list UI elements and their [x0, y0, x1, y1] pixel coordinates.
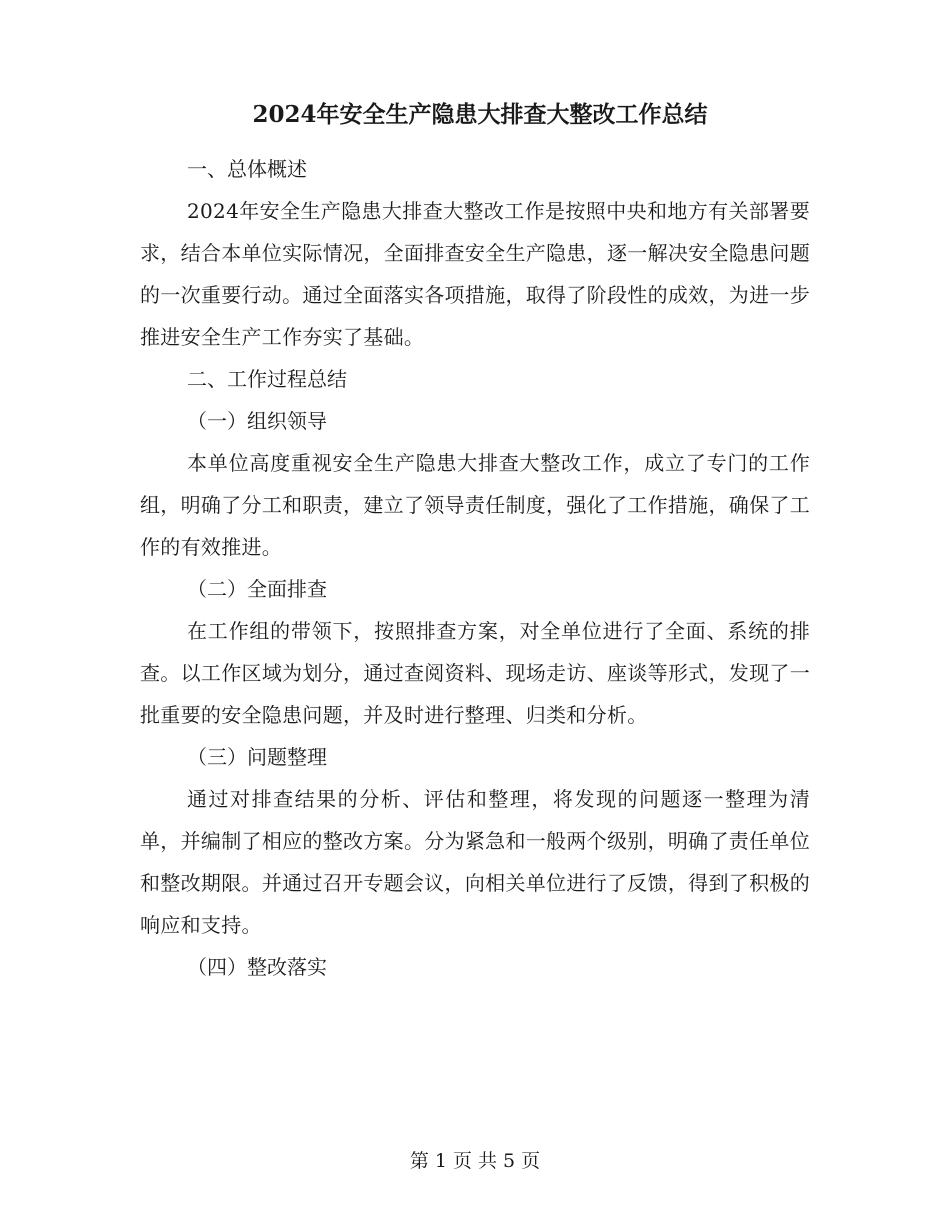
- paragraph-organization: 本单位高度重视安全生产隐患大排查大整改工作，成立了专门的工作组，明确了分工和职责，建立了领导责任制度，强化了工作措施，确保了工作的有效推进。: [140, 451, 810, 559]
- paragraph-issue-sorting: 通过对排查结果的分析、评估和整理，将发现的问题逐一整理为清单，并编制了相应的整改方案。分为紧急和一般两个级别，明确了责任单位和整改期限。并通过召开专题会议，向相关单位进行了反馈，得到了积极的响应和支持。: [140, 787, 810, 937]
- section-heading-process: 二、工作过程总结: [187, 367, 347, 391]
- subheading-inspection: （二）全面排查: [187, 577, 327, 601]
- subheading-issue-sorting: （三）问题整理: [187, 745, 327, 769]
- subheading-organization: （一）组织领导: [187, 409, 327, 433]
- paragraph-overview: 2024年安全生产隐患大排查大整改工作是按照中央和地方有关部署要求，结合本单位实际情况，全面排查安全生产隐患，逐一解决安全隐患问题的一次重要行动。通过全面落实各项措施，取得了阶段性的成效，为进一步推进安全生产工作夯实了基础。: [140, 199, 810, 349]
- section-heading-overview: 一、总体概述: [187, 157, 307, 181]
- page-footer: 第 1 页 共 5 页: [409, 1150, 541, 1172]
- document-title: 2024年安全生产隐患大排查大整改工作总结: [252, 101, 708, 128]
- subheading-rectification: （四）整改落实: [187, 955, 327, 979]
- paragraph-inspection: 在工作组的带领下，按照排查方案，对全单位进行了全面、系统的排查。以工作区域为划分，通过查阅资料、现场走访、座谈等形式，发现了一批重要的安全隐患问题，并及时进行整理、归类和分析。: [140, 619, 810, 727]
- document-body: [140, 100, 810, 988]
